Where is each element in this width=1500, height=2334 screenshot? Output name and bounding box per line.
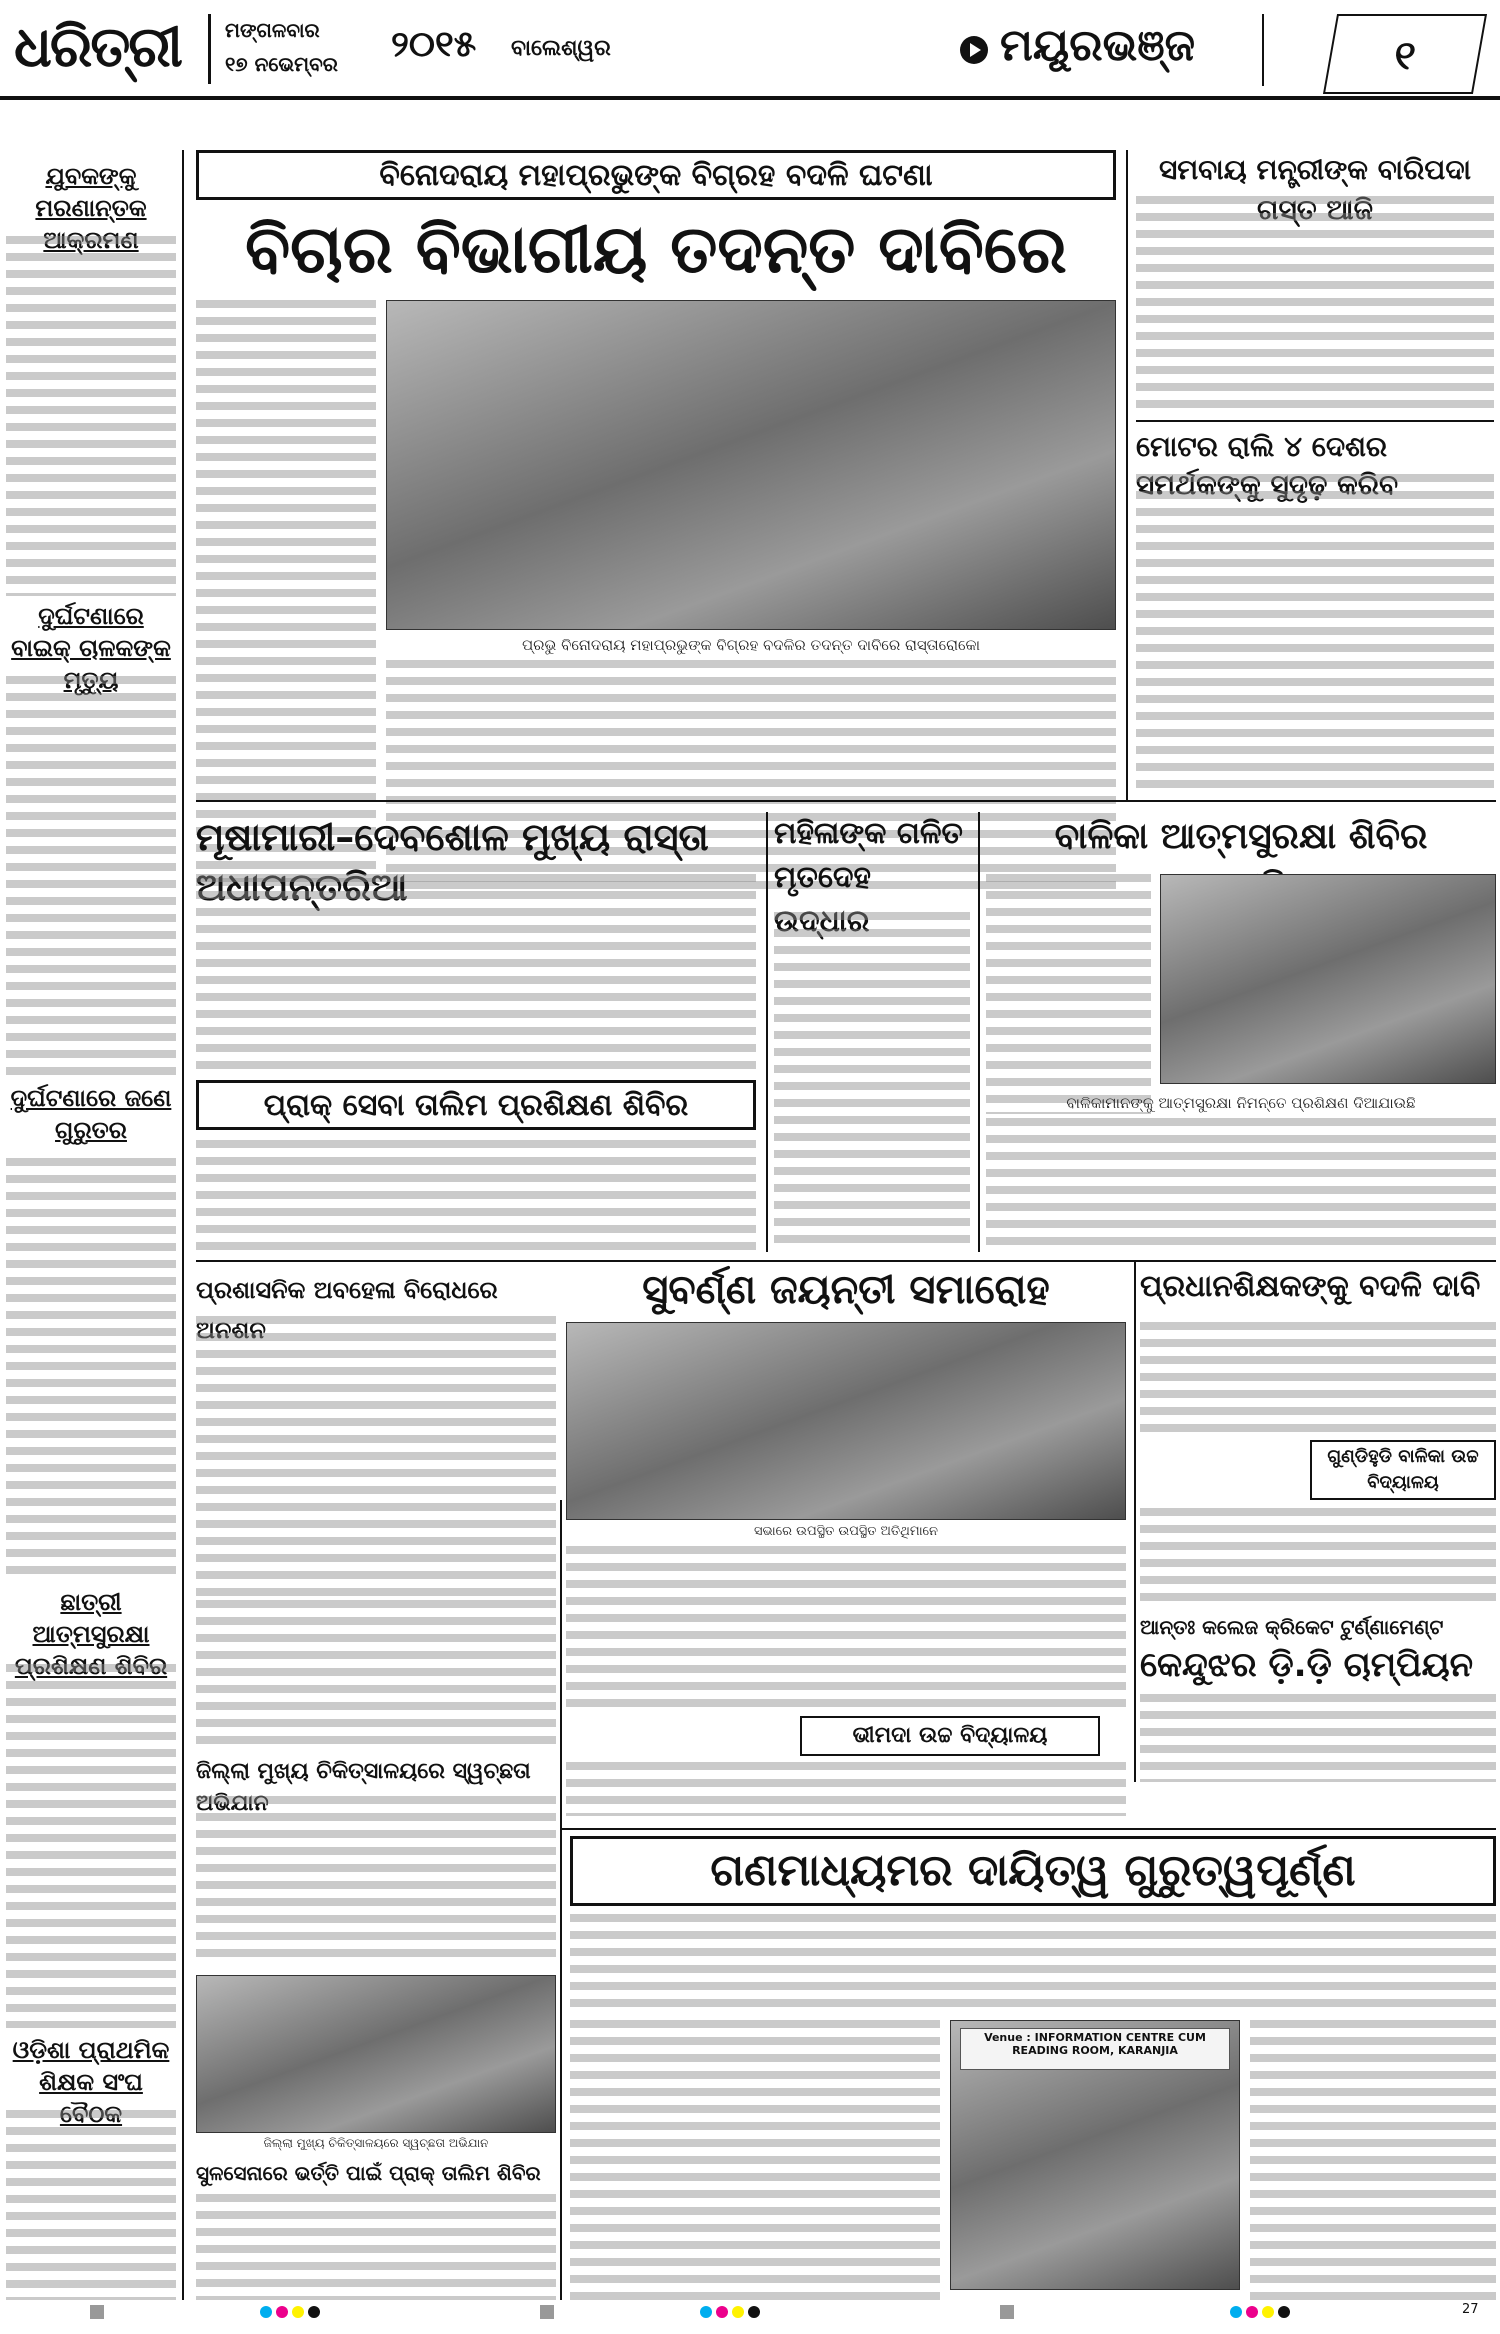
information-centre-banner xyxy=(960,2028,1230,2070)
article-text xyxy=(196,1600,556,1750)
black-dot xyxy=(1278,2306,1290,2318)
black-dot xyxy=(308,2306,320,2318)
page-number: ୧ xyxy=(1323,14,1487,94)
date: ୧୭ ନଭେମ୍ବର xyxy=(225,52,338,76)
article-text xyxy=(566,1546,1126,1712)
article-text xyxy=(1136,474,1494,794)
column-divider xyxy=(1134,1262,1136,1782)
ceremony-photo xyxy=(566,1322,1126,1520)
teacher-meet-headline: ଓଡ଼ିଶା ପ୍ରାଥମିକ ଶିକ୍ଷକ ସଂଘ ବୈଠକ xyxy=(12,2036,170,2128)
cricket-kicker: ଆନ୍ତଃ କଲେଜ କ୍ରିକେଟ ଟୁର୍ଣ୍ଣାମେଣ୍ଟ xyxy=(1140,1615,1444,1639)
selfdef-side-headline: ଛାତ୍ରୀ ଆତ୍ମସୁରକ୍ଷା ପ୍ରଶିକ୍ଷଣ ଶିବିର xyxy=(14,1588,168,1680)
place: ବାଲେଶ୍ୱର xyxy=(511,36,611,61)
article-text xyxy=(1136,196,1494,414)
cyan-dot xyxy=(260,2306,272,2318)
column-divider xyxy=(182,150,184,2300)
article-text xyxy=(566,1762,1126,1816)
cleanliness-photo xyxy=(196,1975,556,2133)
jubilee-caption: ସଭାରେ ଉପସ୍ଥିତ ଉପସ୍ଥିତ ଅତିଥିମାନେ xyxy=(753,1524,939,1539)
cyan-dot xyxy=(1230,2306,1242,2318)
magenta-dot xyxy=(716,2306,728,2318)
article-text xyxy=(6,2110,176,2300)
article-text xyxy=(196,2194,556,2300)
print-mark xyxy=(90,2305,104,2319)
article-text xyxy=(6,1158,176,1578)
page-code: 27 xyxy=(1462,2302,1479,2317)
year: ୨୦୧୫ xyxy=(391,24,477,65)
divider xyxy=(560,1828,1496,1830)
article-text xyxy=(570,2020,940,2300)
headmaster-headline: ପ୍ରଧାନଶିକ୍ଷକଙ୍କୁ ବଦଳି ଦାବି xyxy=(1140,1269,1481,1304)
newspaper-logo: ଧରିତ୍ରୀ xyxy=(14,14,181,80)
article-text xyxy=(1250,2020,1496,2300)
column-divider xyxy=(560,1500,562,2300)
article-text xyxy=(986,874,1151,1114)
rally-headline: ମୋଟର ରାଲି ୪ ଦେଶର ସମର୍ଥକଙ୍କୁ ସୁଦୃଢ଼ କରିବ xyxy=(1136,430,1399,501)
venue-label: Venue : xyxy=(984,2031,1031,2044)
youth-headline: ଯୁବକଙ୍କୁ ମରଣାନ୍ତକ ଆକ୍ରମଣ xyxy=(35,162,147,254)
cyan-dot xyxy=(700,2306,712,2318)
hygiene-caption: ଜିଲ୍ଲା ମୁଖ୍ୟ ଚିକିତ୍ସାଳୟରେ ସ୍ୱଚ୍ଛତା ଅଭିଯାନ xyxy=(263,2136,489,2150)
road-headline: ମୂଷାମାରୀ–ଦେବଶୋଳ ମୁଖ୍ୟ ରାସ୍ତା ଅଧାପନ୍ତରିଆ xyxy=(196,815,709,909)
protest-photo xyxy=(386,300,1116,630)
yellow-dot xyxy=(732,2306,744,2318)
divider xyxy=(1136,420,1494,422)
article-text xyxy=(196,1796,556,1966)
article-text xyxy=(6,236,176,596)
divider xyxy=(1262,14,1264,86)
article-text xyxy=(6,676,176,1076)
article-text xyxy=(774,912,970,1252)
magenta-dot xyxy=(276,2306,288,2318)
lead-photo-caption: ପ୍ରଭୁ ବିନୋଦରାୟ ମହାପ୍ରଭୁଙ୍କ ବିଗ୍ରହ ବଦଳିର ତଦନ୍ତ ଦାବିରେ ରାସ୍ତାରୋକୋ xyxy=(521,636,981,654)
school-name-box: ଗୁଣ୍ଡିହୁଡି ବାଳିକା ଉଚ୍ଚ ବିଦ୍ୟାଳୟ xyxy=(1310,1440,1496,1500)
column-divider xyxy=(766,812,768,1252)
preservice-headline: ପ୍ରାକ୍ ସେବା ତାଲିମ ପ୍ରଶିକ୍ଷଣ ଶିବିର xyxy=(196,1080,756,1130)
article-text xyxy=(1140,1694,1496,1782)
yellow-dot xyxy=(292,2306,304,2318)
play-icon xyxy=(960,36,988,64)
article-text xyxy=(196,1140,756,1252)
article-text xyxy=(570,1914,1496,2014)
article-text xyxy=(1140,1508,1496,1608)
minister-headline: ସମବାୟ ମନ୍ତ୍ରୀଙ୍କ ବାରିପଦା ଗସ୍ତ ଆଜି xyxy=(1158,153,1471,226)
jubilee-headline: ସୁବର୍ଣ୍ଣ ଜୟନ୍ତୀ ସମାରୋହ xyxy=(642,1267,1050,1313)
divider xyxy=(196,800,1496,802)
article-text xyxy=(196,874,756,1070)
girls-camp-caption: ବାଳିକାମାନଙ୍କୁ ଆତ୍ମସୁରକ୍ଷା ନିମନ୍ତେ ପ୍ରଶିକ୍ଷଣ ଦିଆଯାଉଛି xyxy=(1066,1094,1416,1112)
article-text xyxy=(196,1316,556,1596)
hygiene-headline: ଜିଲ୍ଲା ମୁଖ୍ୟ ଚିକିତ୍ସାଳୟରେ ସ୍ୱଚ୍ଛତା ଅଭିଯାନ xyxy=(196,1759,531,1816)
print-mark xyxy=(1000,2305,1014,2319)
lead-kicker: ବିନୋଦରାୟ ମହାପ୍ରଭୁଙ୍କ ବିଗ୍ରହ ବଦଳି ଘଟଣା xyxy=(196,150,1116,200)
girls-camp-headline: ବାଳିକା ଆତ୍ମସୁରକ୍ଷା ଶିବିର xyxy=(1054,816,1428,857)
article-text xyxy=(1140,1322,1496,1436)
column-divider xyxy=(1126,150,1128,800)
training-headline: ସୁଳସେନାରେ ଭର୍ତ୍ତି ପାଇଁ ପ୍ରାକ୍ ତାଲିମ ଶିବିର xyxy=(196,2161,541,2185)
bike-headline: ଦୁର୍ଘଟଣାରେ ବାଇକ୍ ଚାଳକଙ୍କ ମୃତ୍ୟୁ xyxy=(11,602,171,694)
date-block xyxy=(208,14,611,84)
article-text xyxy=(986,1118,1496,1252)
banner-text: INFORMATION CENTRE CUM READING ROOM, KARANJIA xyxy=(1012,2031,1206,2057)
article-text xyxy=(6,1664,176,2028)
cricket-headline: କେନ୍ଦୁଝର ଡ଼ି.ଡ଼ି ଚାମ୍ପିୟନ xyxy=(1140,1645,1474,1685)
media-headline: ଗଣମାଧ୍ୟମର ଦାୟିତ୍ୱ ଗୁରୁତ୍ୱପୂର୍ଣ୍ଣ xyxy=(570,1836,1496,1906)
column-divider xyxy=(978,812,980,1252)
hunger-headline: ପ୍ରଶାସନିକ ଅବହେଳା ବିରୋଧରେ ଅନଶନ xyxy=(196,1276,498,1344)
masthead xyxy=(0,0,1500,100)
weekday: ମଙ୍ଗଳବାର xyxy=(225,18,320,42)
woman-headline: ମହିଳାଙ୍କ ଗଳିତ ମୃତଦେହ ଉଦ୍ଧାର xyxy=(774,816,963,939)
bhimda-box: ଭୀମଦା ଉଚ୍ଚ ବିଦ୍ୟାଳୟ xyxy=(800,1716,1100,1756)
black-dot xyxy=(748,2306,760,2318)
yellow-dot xyxy=(1262,2306,1274,2318)
lead-headline: ବିଚାର ବିଭାଗୀୟ ତଦନ୍ତ ଦାବିରେ xyxy=(245,211,1067,288)
injured-headline: ଦୁର୍ଘଟଣାରେ ଜଣେ ଗୁରୁତର xyxy=(10,1084,172,1144)
magenta-dot xyxy=(1246,2306,1258,2318)
edition-name: ମୟୂରଭଞ୍ଜ xyxy=(1000,20,1196,71)
girls-training-photo xyxy=(1160,874,1496,1084)
print-mark xyxy=(540,2305,554,2319)
